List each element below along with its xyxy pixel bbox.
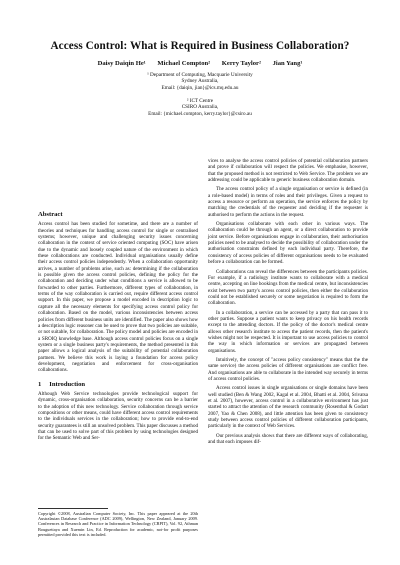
abstract-heading: Abstract <box>38 211 63 218</box>
section-title: Introduction <box>49 380 86 388</box>
body-paragraph: vices to analyse the access control policies of potential collaboration partners and prove if collaboration will respect the policies. We emphasise, however, that the proposed method is not restricted to Web Service. The problem we are addressing could be applicable to generic business collaboration domain. <box>208 158 368 184</box>
body-paragraph: In a collaboration, a service can be accessed by a party that can pass it to other parties. Suppose a patient wants to keep privacy on his health records except to the attending doctors. If the policy of the doctor's medical centre allows other research institute to access the patient records, then the patient's wishes might not be respected. It is important to use access policies to control the way in which information or services are propagated between organisations. <box>208 309 368 354</box>
body-paragraph: Access control issues in single organisations or single domains have been well studied (Ben & Wang 2002, Kagal et al. 2004, Bhatti et al. 2004, Srivatsa et al. 2007), however, access control in a collaborative environment has just started to attract the attention of the research community (Rosenthal & Godart 2007, Yao & Chen 2008), and little attention has been given to consistency study between access control policies of different collaboration participants, particularly in the context of Web Services. <box>208 385 368 430</box>
copyright-footnote <box>38 508 198 537</box>
author-name: Kerry Taylor² <box>221 60 261 67</box>
author-name: Jian Yang¹ <box>272 60 303 67</box>
abstract-text: Access control has been studied for sometime, and there are a number of theories and techniques for handling access control for single or centralised systems; however, unique and challenging security issues concerning collaboration in the context of service oriented computing (SOC) have arisen due to the dynamic and loosely coupled nature of the environment in which these collaborations are conducted. Individual organisations usually define their access control policies independently. When a collaboration opportunity arrives, a number of problems arise, such as: determining if the collaboration is possible given the access control policies, defining the policy for the collaboration and deciding under what conditions a service is allowed to be forwarded to other parties. Furthermore, different types of collaboration, in terms of the way collaboration is carried out, require different access control support. In this paper, we propose a model encoded in description logic to capture all the necessary elements for specifying access control policy for collaboration. Based on the model, various inconsistencies between access policies from different business units are identified. The paper also shows how a description logic reasoner can be used to prove that two policies are suitable, or not suitable, for collaboration. The policy model and policies are encoded in a SROIQ knowledge base. Although access control policies focus on a single system or a single business party's requirements, the method presented in this paper allows a logical analysis of the suitability of potential collaboration partners. We believe this work is laying a foundation for access policy development, negotiation and enforcement for cross-organisation collaborations. <box>38 221 198 374</box>
body-paragraph: Our previous analysis shows that there are different ways of collaborating, and that each imposes dif- <box>208 432 368 446</box>
intro-paragraph: Although Web Service technologies provide technological support for dynamic, cross-organisation collaboration, security concerns can be a barrier to the adoption of this new technology. Service collaboration through service compositions or other means, could have different access control requirements to the individuals services in the collaboration; how to provide end-to-end security guarantees is still an unsolved problem. This paper discusses a method that can be used to solve part of this problem by using technologies designed for the Semantic Web and Ser- <box>38 390 198 442</box>
paper-title: Access Control: What is Required in Business Collaboration? <box>50 40 350 52</box>
affiliation-line: CSIRO Australia, <box>181 104 219 111</box>
section-number: 1 <box>38 380 42 388</box>
footnote-text: Copyright ©2008, Australian Computer Society, Inc. This paper appeared at the 20th Australasian Database Conference (ADC 2009), Wellington, New Zealand, January 2009. Conferences in Research and Practice in Information Technology (CRPIT), Vol. 92, Athman Bouguettaya and Xuemin Lin, Ed. Reproduction for academic, not-for profit purposes permitted provided this text is included. <box>38 511 198 537</box>
body-paragraph: Intuitively, the concept of "access policy consistency" means that the the same service) the access policies of different organisations are conflict free. And organisations are able to collaborate in the intended way securely in terms of access control policies. <box>208 356 368 382</box>
author-list <box>0 60 400 67</box>
footnote-rule <box>38 508 108 509</box>
affiliation-line: ¹ Department of Computing, Macquarie University <box>147 72 253 78</box>
affiliation-line: ² ICT Centre <box>186 98 214 104</box>
affiliation-csiro <box>0 98 400 117</box>
right-column <box>208 158 368 448</box>
author-name: Daisy Daiqin He¹ <box>97 60 146 67</box>
affiliation-email: Email: {daiqin, jian}@ics.mq.edu.au <box>161 84 239 91</box>
body-paragraph: Collaborations can reveal the differences between the participants policies. For example, if a radiology institute wants to collaborate with a medical centre, accepting on line bookings from the medical centre, but inconsistencies exist between two party's access control policies, then either the collaboration could not be established securely or some negotiation is required to form the collaboration. <box>208 268 368 307</box>
body-paragraph: The access control policy of a single organisation or service is defined (in a role-based model) in terms of roles and their privileges. Given a request to access a resource or perform an operation, the service enforces the policy by matching the credentials of the requester and deciding if the requester is authorised to perform the actions in the request. <box>208 186 368 218</box>
affiliation-email: Email: {michael.compton, kerry.taylor}@csiro.au <box>148 110 252 117</box>
left-column <box>38 212 198 445</box>
affiliation-macquarie <box>0 72 400 91</box>
author-name: Michael Compton² <box>157 60 211 67</box>
body-paragraph: Organisations collaborate with each other in various ways. The collaboration could be through an agent, or a direct collaboration to provide joint service. Before organisations engage in collaboration, their authorisation policies need to be analysed to decide the possibility of collaboration under the authorisation constraints defined by each individual party. Therefore, the consistency of access policies of different organisations needs to be evaluated before a collaboration can be formed. <box>208 221 368 266</box>
affiliation-line: Sydney Australia, <box>181 78 219 85</box>
section-heading <box>38 382 198 388</box>
